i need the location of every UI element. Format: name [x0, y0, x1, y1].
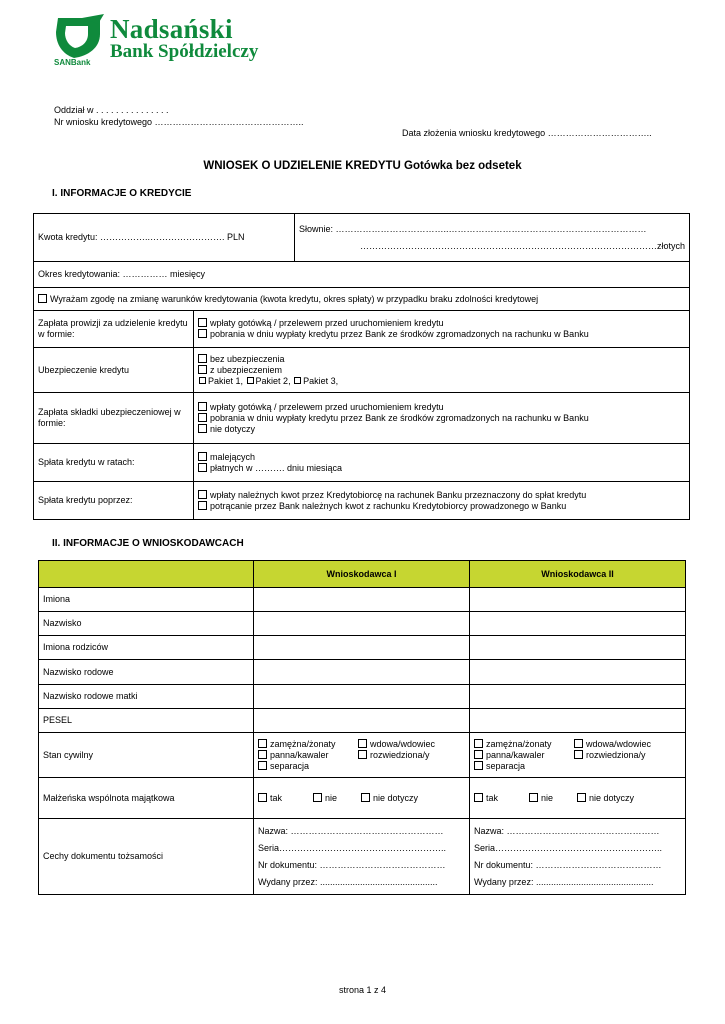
repay-deduct-checkbox[interactable]: [198, 501, 207, 510]
separation-checkbox-2[interactable]: [474, 761, 483, 770]
widowed-label-1: wdowa/wdowiec: [370, 738, 436, 749]
family-name-input-1[interactable]: [254, 660, 470, 685]
package-1-checkbox[interactable]: [199, 377, 206, 384]
separation-label-1: separacja: [270, 760, 310, 771]
separation-checkbox-1[interactable]: [258, 761, 267, 770]
fee-cash-checkbox[interactable]: [198, 402, 207, 411]
property-no-label-2: nie: [541, 792, 554, 803]
repay-transfer-label: wpłaty należnych kwot przez Kredytobiorcę na rachunek Banku przeznaczony do spłat kredytu: [210, 489, 587, 500]
id-series-field-1[interactable]: Seria………………………………………………..: [258, 842, 447, 853]
widowed-checkbox-1[interactable]: [358, 739, 367, 748]
repay-transfer-checkbox[interactable]: [198, 490, 207, 499]
fee-deduct-checkbox[interactable]: [198, 413, 207, 422]
fee-na-label: nie dotyczy: [210, 423, 256, 434]
applicants-table: [38, 560, 686, 895]
installments-label: Spłata kredytu w ratach:: [34, 444, 194, 482]
application-date-field[interactable]: Data złożenia wniosku kredytowego ……………………………..: [402, 128, 652, 138]
commission-deduct-checkbox[interactable]: [198, 329, 207, 338]
surname-label: Nazwisko: [39, 612, 254, 636]
id-name-field-1[interactable]: Nazwa: ……………………………………………: [258, 825, 444, 836]
package-3-checkbox[interactable]: [294, 377, 301, 384]
insurance-fee-label: Zapłata składki ubezpieczeniowej w formie:: [34, 393, 194, 444]
married-checkbox-1[interactable]: [258, 739, 267, 748]
credit-amount-field[interactable]: Kwota kredytu: ……………..……………………. PLN: [34, 214, 295, 262]
applicant-1-header: Wnioskodawca I: [254, 561, 470, 588]
mother-family-name-input-2[interactable]: [470, 685, 686, 709]
no-insurance-checkbox[interactable]: [198, 354, 207, 363]
bank-logo: [52, 14, 262, 70]
installments-options: [194, 444, 690, 482]
pesel-label: PESEL: [39, 709, 254, 733]
single-label-1: panna/kawaler: [270, 749, 329, 760]
married-label-1: zamężna/żonaty: [270, 738, 336, 749]
section-1-title: I. INFORMACJE O KREDYCIE: [52, 188, 192, 199]
separation-label-2: separacja: [486, 760, 526, 771]
credit-info-table: [33, 213, 690, 520]
consent-checkbox[interactable]: [38, 294, 47, 303]
fee-cash-label: wpłaty gotówką / przelewem przed uruchomieniem kredytu: [210, 401, 444, 412]
pesel-input-1[interactable]: [254, 709, 470, 733]
id-name-field-2[interactable]: Nazwa: ……………………………………………: [474, 825, 660, 836]
id-document-fields-2: [470, 819, 686, 895]
application-number-field[interactable]: Nr wniosku kredytowego …………………………………………..: [54, 117, 304, 127]
property-na-label-2: nie dotyczy: [589, 792, 635, 803]
id-issuer-field-2[interactable]: Wydany przez: ...............................................: [474, 876, 654, 887]
consent-row: [34, 288, 690, 311]
civil-status-label: Stan cywilny: [39, 733, 254, 778]
payable-day-checkbox[interactable]: [198, 463, 207, 472]
family-name-label: Nazwisko rodowe: [39, 660, 254, 685]
property-yes-label-2: tak: [486, 792, 499, 803]
package-3-label: Pakiet 3,: [303, 375, 339, 386]
id-number-field-1[interactable]: Nr dokumentu: ……………………………………: [258, 859, 446, 870]
property-na-checkbox-2[interactable]: [577, 793, 586, 802]
property-options-2: [470, 778, 686, 819]
decreasing-checkbox[interactable]: [198, 452, 207, 461]
divorced-checkbox-1[interactable]: [358, 750, 367, 759]
id-series-field-2[interactable]: Seria………………………………………………..: [474, 842, 663, 853]
page-number: strona 1 z 4: [338, 985, 387, 995]
single-checkbox-1[interactable]: [258, 750, 267, 759]
repayment-options: [194, 482, 690, 520]
widowed-checkbox-2[interactable]: [574, 739, 583, 748]
logo-name-line2: Bank Spółdzielczy: [110, 41, 259, 62]
id-document-fields-1: [254, 819, 470, 895]
married-label-2: zamężna/żonaty: [486, 738, 552, 749]
insurance-options: [194, 348, 690, 393]
property-na-checkbox-1[interactable]: [361, 793, 370, 802]
bank-logo-icon: [52, 14, 108, 60]
single-checkbox-2[interactable]: [474, 750, 483, 759]
single-label-2: panna/kawaler: [486, 749, 545, 760]
page-title: WNIOSEK O UDZIELENIE KREDYTU Gotówka bez odsetek: [203, 160, 522, 172]
amount-words-line-1: Słownie: ………………………………..…………………………………………………………: [299, 223, 647, 234]
section-2-title: II. INFORMACJE O WNIOSKODAWCACH: [52, 538, 244, 549]
mother-family-name-input-1[interactable]: [254, 685, 470, 709]
property-label: Małżeńska wspólnota majątkowa: [39, 778, 254, 819]
commission-options: [194, 311, 690, 348]
id-issuer-field-1[interactable]: Wydany przez: ...............................................: [258, 876, 438, 887]
pesel-input-2[interactable]: [470, 709, 686, 733]
family-name-input-2[interactable]: [470, 660, 686, 685]
commission-cash-label: wpłaty gotówką / przelewem przed uruchomieniem kredytu: [210, 318, 444, 328]
divorced-label-1: rozwiedziona/y: [370, 749, 430, 760]
parents-names-input-2[interactable]: [470, 636, 686, 660]
no-insurance-label: bez ubezpieczenia: [210, 353, 285, 364]
surname-input-2[interactable]: [470, 612, 686, 636]
parents-names-input-1[interactable]: [254, 636, 470, 660]
with-insurance-checkbox[interactable]: [198, 365, 207, 374]
property-options-1: [254, 778, 470, 819]
surname-input-1[interactable]: [254, 612, 470, 636]
payable-day-label: płatnych w ………. dniu miesiąca: [210, 462, 343, 473]
logo-short-name: SANBank: [54, 58, 91, 67]
id-document-label: Cechy dokumentu tożsamości: [39, 819, 254, 895]
with-insurance-label: z ubezpieczeniem: [210, 364, 283, 375]
package-2-checkbox[interactable]: [247, 377, 254, 384]
credit-amount-words-field[interactable]: [295, 214, 690, 262]
credit-period-field[interactable]: Okres kredytowania: …………… miesięcy: [34, 262, 690, 288]
mother-family-name-label: Nazwisko rodowe matki: [39, 685, 254, 709]
first-names-input-1[interactable]: [254, 588, 470, 612]
property-no-label-1: nie: [325, 792, 338, 803]
repay-deduct-label: potrącanie przez Bank należnych kwot z rachunku Kredytobiorcy prowadzonego w Banku: [210, 500, 567, 511]
fee-deduct-label: pobrania w dniu wypłaty kredytu przez Bank ze środków zgromadzonych na rachunku w Banku: [210, 412, 589, 423]
civil-status-options-2: [470, 733, 686, 778]
package-2-label: Pakiet 2,: [255, 375, 291, 386]
insurance-label: Ubezpieczenie kredytu: [34, 348, 194, 393]
branch-field[interactable]: Oddział w . . . . . . . . . . . . . . .: [54, 105, 169, 115]
commission-label: Zapłata prowizji za udzielenie kredytu w formie:: [34, 311, 194, 348]
commission-deduct-label: pobrania w dniu wypłaty kredytu przez Bank ze środków zgromadzonych na rachunku w Banku: [210, 329, 589, 339]
package-1-label: Pakiet 1,: [208, 375, 244, 386]
insurance-fee-options: [194, 393, 690, 444]
civil-status-options-1: [254, 733, 470, 778]
divorced-label-2: rozwiedziona/y: [586, 749, 646, 760]
consent-label: Wyrażam zgodę na zmianę warunków kredytowania (kwota kredytu, okres spłaty) w przypadku braku zdolności kredytowej: [50, 293, 539, 304]
decreasing-label: malejących: [210, 451, 256, 462]
header-empty-cell: [39, 561, 254, 588]
commission-cash-checkbox[interactable]: [198, 318, 207, 327]
applicant-2-header: Wnioskodawca II: [470, 561, 686, 588]
property-yes-label-1: tak: [270, 792, 283, 803]
widowed-label-2: wdowa/wdowiec: [586, 738, 652, 749]
property-yes-checkbox-1[interactable]: [258, 793, 267, 802]
parents-names-label: Imiona rodziców: [39, 636, 254, 660]
first-names-input-2[interactable]: [470, 588, 686, 612]
property-no-checkbox-2[interactable]: [529, 793, 538, 802]
property-yes-checkbox-2[interactable]: [474, 793, 483, 802]
repayment-label: Spłata kredytu poprzez:: [34, 482, 194, 520]
divorced-checkbox-2[interactable]: [574, 750, 583, 759]
property-na-label-1: nie dotyczy: [373, 792, 419, 803]
property-no-checkbox-1[interactable]: [313, 793, 322, 802]
fee-na-checkbox[interactable]: [198, 424, 207, 433]
married-checkbox-2[interactable]: [474, 739, 483, 748]
amount-words-line-2: ………………………………………………………………………………………złotych: [359, 240, 685, 251]
first-names-label: Imiona: [39, 588, 254, 612]
id-number-field-2[interactable]: Nr dokumentu: ……………………………………: [474, 859, 662, 870]
logo-name-line1: Nadsański: [110, 14, 233, 44]
